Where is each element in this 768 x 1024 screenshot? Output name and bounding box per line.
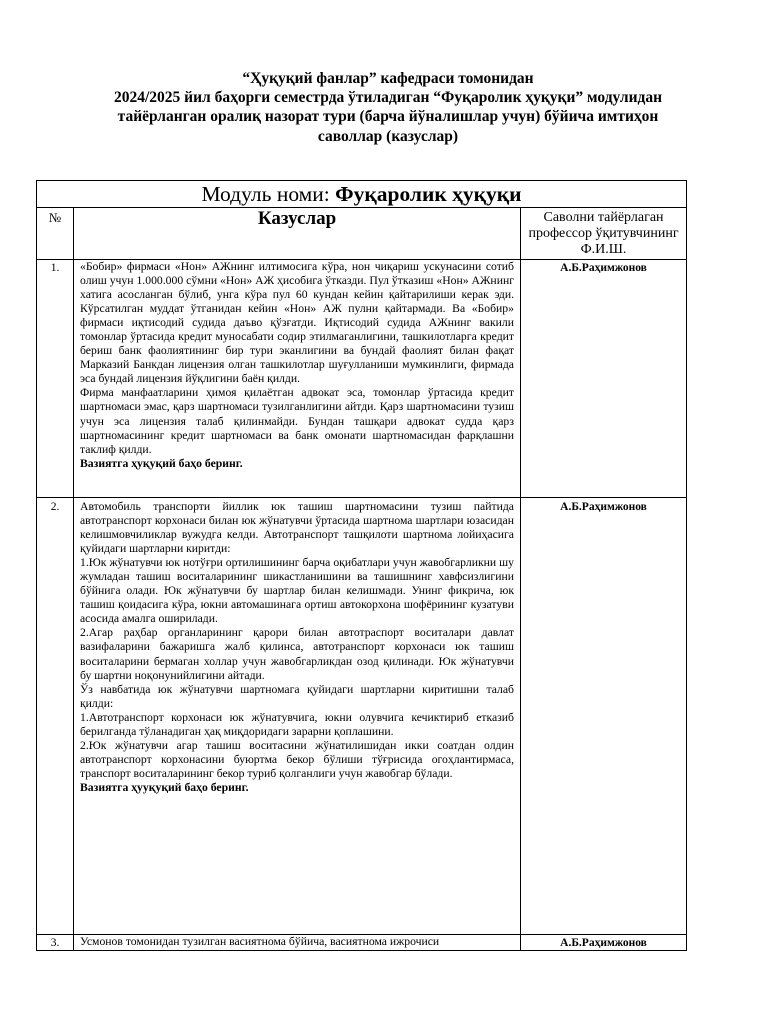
column-header-number: № bbox=[37, 208, 74, 260]
case-text bbox=[74, 260, 521, 498]
case-paragraph: 2.Юк жўнатувчи агар ташиш воситасини жўнатилишидан икки соатдан олдин автотранспорт корхонасини буюртма бекор бўлиши тўғрисида огоҳлантирмаса, транспорт воситаларининг бекор туриб қолганлиги учун жавобгар бўлади. bbox=[80, 738, 514, 780]
document-title bbox=[40, 69, 736, 146]
case-text: Усмонов томонидан тузилган васиятнома бўйича, васиятнома ижрочиси bbox=[74, 935, 521, 951]
case-author: А.Б.Раҳимжонов bbox=[521, 498, 687, 935]
case-paragraph: Фирма манфаатларини ҳимоя қилаётган адвокат эса, томонлар ўртасида кредит шартномаси эмас, қарз шартномаси тузилганлигини айтди. Қарз шартномасини тузиш учун эса лицензия талаб қилинмайди. Бундан ташқари адвокат судда қарз шартномасининг кредит шартномаси ва банк омонати шартномасидан фарқлашни таклиф қилди. bbox=[80, 386, 514, 456]
table-row bbox=[37, 935, 687, 951]
title-line: “Ҳуқуқий фанлар” кафедраси томонидан bbox=[242, 70, 534, 87]
case-number: 1. bbox=[37, 260, 74, 498]
column-header-author: Саволни тайёрлаган профессор ўқитувчининг Ф.И.Ш. bbox=[521, 208, 687, 260]
title-line: тайёрланган оралиқ назорат тури (барча йўналишлар учун) бўйича имтиҳон bbox=[117, 108, 659, 126]
case-paragraph: 1.Юк жўнатувчи юк нотўғри ортилишининг барча оқибатлари учун жавобгарликни шу жумладан ташиш воситаларининг шикастланишини ва ташишнинг хавфсизлигини бўйнига олади. Юк жўнатувчи бу шартлар билан келишмади. Унинг фикрича, юк ташиш қоидасига кўра, юкни автомашинага ортиш автокорхона шофёрининг кузатуви асосида амалга оширилади. bbox=[80, 556, 514, 626]
title-line: саволлар (казуслар) bbox=[317, 127, 459, 145]
case-task: Вазиятга ҳууқуқий баҳо беринг. bbox=[80, 780, 249, 794]
case-paragraph: Автомобиль транспорти йиллик юк ташиш шартномасини тузиш пайтида автотранспорт корхонаси билан юк жўнатувчи ўртасида шартнома шартлари юзасидан келишмовчиликлар вужудга келди. Автотранспорт ташқилоти шартнома лойиҳасига қуйидаги шартларни киритди: bbox=[80, 500, 514, 556]
module-heading bbox=[37, 181, 687, 208]
case-paragraph: 2.Агар раҳбар органларининг қарори билан автотраспорт воситалари давлат вазифаларини бажаришга жалб қилинса, автотранспорт корхонаси юк ташиш воситаларини бермаган холлар учун жавобгарликдан озод қилинади. Юк жўнатувчи бу шартни ноқонунийлигини айтади. bbox=[80, 626, 514, 682]
table-header-row bbox=[37, 208, 687, 260]
case-paragraph: 1.Автотранспорт корхонаси юк жўнатувчига, юкни олувчига кечиктириб етказиб берилганда тўланадиган ҳақ миқдоридаги зарарни қоплашини. bbox=[80, 710, 514, 738]
module-name: Фуқаролик ҳуқуқи bbox=[335, 182, 522, 206]
title-line: 2024/2025 йил баҳорги семестрда ўтиладиган “Фуқаролик ҳуқуқи” модулидан bbox=[113, 89, 663, 107]
cases-table bbox=[36, 180, 687, 951]
column-header-cases: Казуслар bbox=[74, 208, 521, 260]
case-author: А.Б.Раҳимжонов bbox=[521, 260, 687, 498]
case-text bbox=[74, 498, 521, 935]
case-paragraph: «Бобир» фирмаси «Нон» АЖнинг илтимосига кўра, нон чиқариш ускунасини сотиб олиш учун 1.000.000 сўмни «Нон» АЖ ҳисобига ўтказди. Пул ўтказиш «Нон» АЖнинг хатига асосланган бўлиб, унга кўра пул 60 кундан кейин қайтарилиши керак эди. Кўрсатилган муддат ўтганидан кейин «Нон» АЖ пулни қайтармади. Ва «Бобир» фирмаси иқтисодий судида даъво қўзғатди. Иқтисодий судида АЖнинг вакили томонлар ўртасида кредит муносабати содир этилмаганлигини, ташкилотларга кредит бериш банк фаолиятининг бир тури эканлигини ва бундай фаолият билан фақат Марказий Банкдан лицензия олган ташкилотлар шуғулланиши мумкинлиги, фирмада эса бундай лицензия йўқлигини баён қилди. bbox=[80, 260, 514, 386]
table-row bbox=[37, 498, 687, 935]
case-number: 2. bbox=[37, 498, 74, 935]
case-number: 3. bbox=[37, 935, 74, 951]
case-author: А.Б.Раҳимжонов bbox=[521, 935, 687, 951]
case-task: Вазиятга ҳуқуқий баҳо беринг. bbox=[80, 456, 243, 470]
table-row bbox=[37, 260, 687, 498]
case-paragraph: Ўз навбатида юк жўнатувчи шартномага қуйидаги шартларни киритишни талаб қилди: bbox=[80, 682, 514, 710]
module-label: Модуль номи: bbox=[201, 182, 336, 206]
